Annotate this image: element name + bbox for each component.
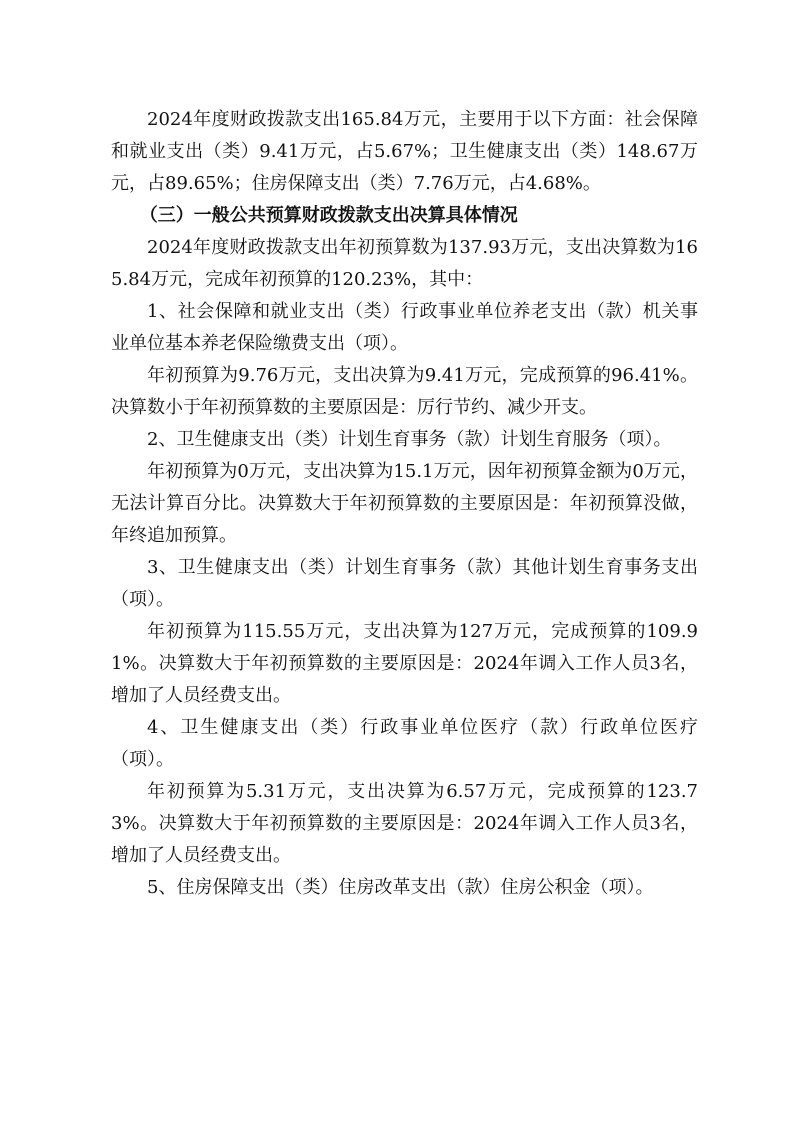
paragraph-budget-overview: 2024年度财政拨款支出年初预算数为137.93万元，支出决算数为165.84万元，完成年初预算的120.23%，其中： [111,237,698,290]
item-1-title: 1、社会保障和就业支出（类）行政事业单位养老支出（款）机关事业单位基本养老保险缴费支出（项）。 [111,301,698,354]
item-2-detail: 年初预算为0万元，支出决算为15.1万元，因年初预算金额为0万元，无法计算百分比。决算数大于年初预算数的主要原因是：年初预算没做，年终追加预算。 [111,461,698,546]
item-3-title: 3、卫生健康支出（类）计划生育事务（款）其他计划生育事务支出（项）。 [111,557,698,610]
item-2-title: 2、卫生健康支出（类）计划生育事务（款）计划生育服务（项）。 [147,429,672,450]
section-heading-3: （三）一般公共预算财政拨款支出决算具体情况 [139,205,518,226]
item-5-title: 5、住房保障支出（类）住房改革支出（款）住房公积金（项）。 [147,877,654,898]
item-4-title: 4、卫生健康支出（类）行政事业单位医疗（款）行政单位医疗（项）。 [111,717,698,770]
item-4-detail: 年初预算为5.31万元，支出决算为6.57万元，完成预算的123.73%。决算数大于年初预算数的主要原因是：2024年调入工作人员3名，增加了人员经费支出。 [111,781,698,866]
item-3-detail: 年初预算为115.55万元，支出决算为127万元，完成预算的109.91%。决算数大于年初预算数的主要原因是：2024年调入工作人员3名，增加了人员经费支出。 [111,621,698,706]
paragraph-expenditure-summary: 2024年度财政拨款支出165.84万元，主要用于以下方面：社会保障和就业支出（类）9.41万元，占5.67%；卫生健康支出（类）148.67万元，占89.65%；住房保障支出（类）7.76万元，占4.68%。 [111,109,698,194]
item-1-detail: 年初预算为9.76万元，支出决算为9.41万元，完成预算的96.41%。决算数小于年初预算数的主要原因是：厉行节约、减少开支。 [111,365,698,418]
